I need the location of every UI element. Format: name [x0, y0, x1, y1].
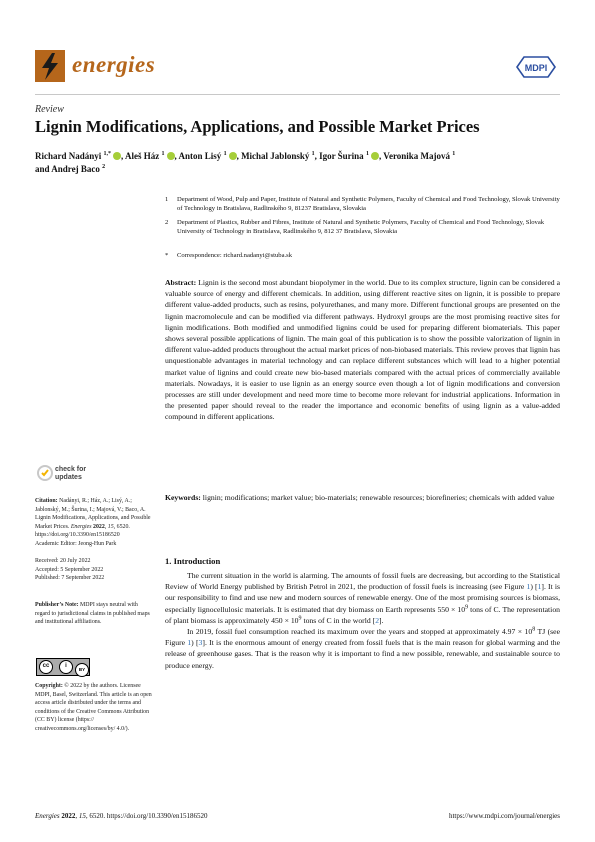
- article-title: Lignin Modifications, Applications, and Possible Market Prices: [35, 117, 480, 136]
- journal-logo-icon: [35, 50, 65, 82]
- keywords-label: Keywords:: [165, 493, 201, 502]
- reference-link[interactable]: 3: [198, 638, 203, 648]
- reference-link[interactable]: 1: [537, 582, 542, 592]
- abstract: [165, 277, 560, 423]
- section-title: 1. Introduction: [165, 556, 221, 566]
- author-list: Richard Nadányi $^{1,*}$ , Aleš Ház $^1$ , Anton Lisý $^1$ , Michal Jablonský $^1$, Igor Šurina $^1$ , Veronika Majová $^1$ and Andrej Baco $^2$: [35, 151, 456, 174]
- author[interactable]: Anton Lisý $^1$: [178, 151, 227, 161]
- mdpi-logo-text: MDPI: [524, 63, 548, 73]
- cc-by-license-icon[interactable]: [36, 658, 90, 676]
- citation: Citation: Nadányi, R.; Ház, A.; Lisý, A.; Jablonský, M.; Šurina, I.; Majová, V.; Baco, A. Lignin Modifications, Applications, and Possible Market Prices. Energies 2022, 15, 6520. https://doi.org/10.3390/en15186520: [35, 498, 151, 539]
- article-dates: Received: 20 July 2022 Accepted: 5 September 2022 Published: 7 September 2022: [35, 558, 105, 582]
- affiliation-2: 2 Department of Plastics, Rubber and Fibres, Institute of Natural and Synthetic Polymers, Faculty of Chemical and Food Technology, Slovak University of Technology in Bratislava, Radlinského 9, 812 37 Bratislava, Slovakia: [165, 219, 545, 235]
- academic-editor: Academic Editor: Jeong-Hun Park: [35, 541, 117, 547]
- figure-link[interactable]: 1: [526, 582, 531, 592]
- footer-url[interactable]: https://www.mdpi.com/journal/energies: [448, 812, 560, 820]
- abstract-label: Abstract:: [165, 278, 197, 287]
- journal-name[interactable]: energies: [72, 52, 156, 77]
- check-updates-icon[interactable]: [37, 465, 53, 481]
- by-icon: i: [59, 660, 73, 674]
- author[interactable]: Igor Šurina $^1$: [319, 151, 369, 161]
- reference-link[interactable]: 2: [375, 615, 380, 625]
- mdpi-logo[interactable]: [516, 56, 556, 78]
- orcid-icon[interactable]: [371, 152, 379, 160]
- keywords: [165, 492, 560, 503]
- introduction: [165, 570, 560, 671]
- intro-paragraph-1: The current situation in the world is alarming. The amounts of fossil fuels are decreasing, but according to the Statistical Review of World Energy published by British Petrol in 2021, the production of fossil fuels is increasing (see Figure 1) [1]. It is our responsibility to find and use new and modern sources of renewable energy. One of the most promising sources is biomass, especially lignocellulosic materials. It is estimated that dry biomass on Earth represents $550 \times 10^9$ tons of C. The representation of plant biomass is approximately $450 \times 10^9$ tons of C in the world [2].: [165, 571, 561, 625]
- by-label: BY: [75, 663, 89, 677]
- author[interactable]: Michal Jablonský $^1$: [241, 151, 315, 161]
- article-type: Review: [35, 104, 64, 115]
- header-divider: [35, 94, 560, 95]
- keywords-text: lignin; modifications; market value; bio-materials; renewable resources; biorefineries; chemicals with added value: [202, 493, 555, 502]
- author[interactable]: Veronika Majová $^1$: [383, 151, 456, 161]
- orcid-icon[interactable]: [229, 152, 237, 160]
- abstract-text: Lignin is the second most abundant biopolymer in the world. Due to its complex structure, lignin can be considered a valuable source of energy and different chemicals. In addition, using different reactive sites on lignin, it is possible to prepare different value-added products, such as resins, polyurethanes, and many more. Different functional groups are presented on the lignin macromolecule and can be modified via different pathways. Hydroxyl groups are the most promising reactive sites for lignin modifications. Both modified and unmodified lignins could be used for preparing different biomaterials. This paper shows several possible applications of lignin. The main goal of this publication is to show the possible valorization of lignin in different value-added products throughout the actual market prices of non-biobased materials. This review proves that lignin has unquestionable advantages in material technology and can replace different substances which will lead to a higher potential market value of lignins and could create new bio-based materials compared with the actual prices of commercially available materials. Nowadays, it is easier to use lignin as an energy source even though a lot of lignin modifications and conversion processes are still under development and need more time to become more relevant for industrial applications. Information in the presented paper should reveal to the reader the importance and economic benefits of using lignin as a value-added compound in different applications.: [165, 278, 561, 422]
- footer-citation: Energies 2022, 15, 6520. https://doi.org/10.3390/en15186520: [35, 812, 208, 820]
- author[interactable]: Richard Nadányi $^{1,*}$: [35, 151, 112, 161]
- correspondence: * Correspondence: richard.nadanyi@stuba.sk: [165, 252, 293, 259]
- cc-icon: cc: [39, 660, 53, 674]
- publishers-note: Publisher’s Note: MDPI stays neutral with regard to jurisdictional claims in published maps and institutional affiliations.: [35, 602, 150, 626]
- copyright: Copyright: © 2022 by the authors. Licensee MDPI, Basel, Switzerland. This article is an open access article distributed under the terms and conditions of the Creative Commons Attribution (CC BY) license (https:// creativecommons.org/licenses/by/ 4.0/).: [35, 683, 152, 732]
- check-updates-label[interactable]: check for updates: [55, 466, 87, 481]
- orcid-icon[interactable]: [113, 152, 121, 160]
- author[interactable]: Aleš Ház $^1$: [125, 151, 165, 161]
- intro-paragraph-2: In 2019, fossil fuel consumption reached its maximum over the years and stopped at approximately $4.97 \times 10^8$ TJ (see Figure 1) [3]. It is the enormous amount of energy created from fossil fuels that is the main reason for global warming and the release of greenhouse gases. That is the reason why it is important to find a new possible, renewable, and sustainable source to produce energy.: [165, 626, 561, 670]
- affiliation-1: 1 Department of Wood, Pulp and Paper, Institute of Natural and Synthetic Polymers, Faculty of Chemical and Food Technology, Slovak University of Technology in Bratislava, Radlinského 9, 81237 Bratislava, Slovakia: [165, 196, 560, 212]
- figure-link[interactable]: 1: [187, 638, 192, 648]
- orcid-icon[interactable]: [167, 152, 175, 160]
- author[interactable]: and Andrej Baco $^2$: [35, 163, 106, 174]
